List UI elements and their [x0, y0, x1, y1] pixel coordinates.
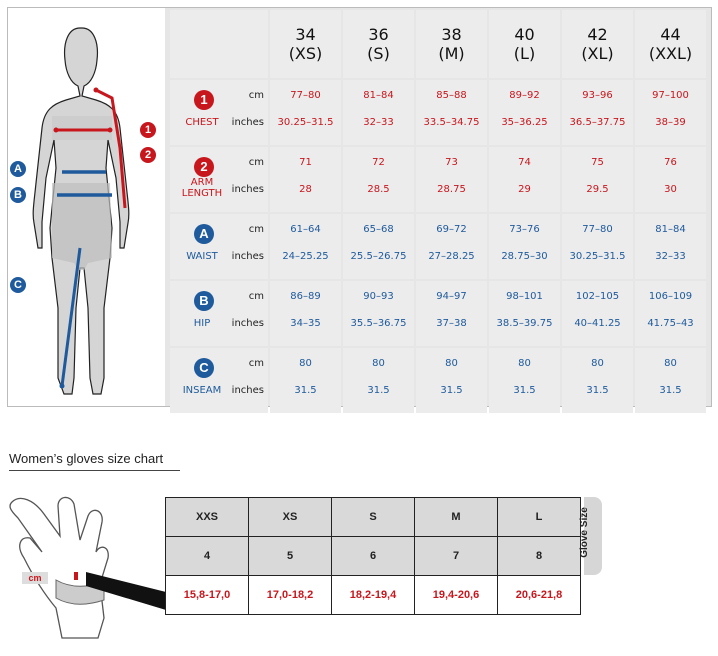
value-cm: 73–76	[509, 224, 540, 235]
value-cm: 80	[518, 358, 531, 369]
value-cm: 77–80	[582, 224, 613, 235]
measurement-value-cell	[270, 348, 341, 413]
measurement-label	[170, 281, 268, 346]
size-header	[416, 10, 487, 78]
measurement-values	[635, 147, 706, 212]
measurement-value-cell	[416, 348, 487, 413]
hand-illustration	[0, 488, 170, 648]
badge-1-icon: 1	[140, 122, 156, 138]
value-cm: 76	[664, 157, 677, 168]
value-inches: 33.5–34.75	[423, 117, 480, 128]
measurement-value-cell	[416, 147, 487, 212]
measurement-values	[489, 214, 560, 279]
value-cm: 97–100	[652, 90, 689, 101]
header-corner	[170, 10, 268, 78]
value-cm: 98–101	[506, 291, 543, 302]
value-cm: 72	[372, 157, 385, 168]
measurement-row	[170, 214, 706, 279]
measurement-value-cell	[343, 147, 414, 212]
value-inches: 31.5	[294, 385, 317, 396]
value-inches: 32–33	[363, 117, 394, 128]
measurement-value-cell	[343, 80, 414, 145]
value-inches: 28.75	[437, 184, 466, 195]
value-cm: 74	[518, 157, 531, 168]
measurement-value-cell	[489, 147, 560, 212]
value-cm: 69–72	[436, 224, 467, 235]
measurement-values	[270, 80, 341, 145]
glove-cm-range: 18,2-19,4	[332, 576, 415, 615]
value-cm: 89–92	[509, 90, 540, 101]
measurement-value-cell	[562, 147, 633, 212]
value-cm: 106–109	[648, 291, 693, 302]
measurement-label-cell	[170, 80, 268, 145]
value-cm: 65–68	[363, 224, 394, 235]
value-inches: 34–35	[290, 318, 321, 329]
value-inches: 29.5	[586, 184, 609, 195]
value-inches: 30.25–31.5	[277, 117, 334, 128]
value-cm: 90–93	[363, 291, 394, 302]
measurement-values	[489, 147, 560, 212]
measurement-label	[170, 348, 268, 413]
unit-cm: cm	[248, 90, 264, 101]
measurement-label-cell	[170, 281, 268, 346]
measurement-value-cell	[635, 348, 706, 413]
measurement-label-cell	[170, 348, 268, 413]
size-code: (M)	[438, 44, 465, 63]
measurement-values	[343, 281, 414, 346]
value-inches: 31.5	[659, 385, 682, 396]
unit-inches: inches	[231, 251, 264, 262]
measurement-badge-icon: B	[194, 291, 214, 311]
value-cm: 77–80	[290, 90, 321, 101]
glove-cm-range: 17,0-18,2	[249, 576, 332, 615]
value-inches: 28	[299, 184, 312, 195]
glove-number-size: 5	[249, 537, 332, 576]
unit-cm: cm	[248, 358, 264, 369]
value-inches: 36.5–37.75	[569, 117, 626, 128]
glove-letter-size: XXS	[166, 498, 249, 537]
size-header	[635, 10, 706, 78]
size-header	[343, 10, 414, 78]
glove-letter-size: L	[498, 498, 581, 537]
unit-inches: inches	[231, 184, 264, 195]
measurement-values	[416, 281, 487, 346]
value-inches: 31.5	[513, 385, 536, 396]
measurement-values	[343, 80, 414, 145]
value-inches: 24–25.25	[282, 251, 329, 262]
value-cm: 80	[445, 358, 458, 369]
unit-cm: cm	[248, 224, 264, 235]
measurement-values	[635, 348, 706, 413]
glove-size-side-label: Glove Size	[578, 507, 590, 558]
value-inches: 31.5	[586, 385, 609, 396]
measurement-values	[343, 214, 414, 279]
badge-a-icon: A	[10, 161, 26, 177]
unit-cm: cm	[248, 157, 264, 168]
measurement-value-cell	[343, 281, 414, 346]
measurement-values	[562, 147, 633, 212]
measurement-label-cell	[170, 214, 268, 279]
glove-cm-range: 15,8-17,0	[166, 576, 249, 615]
measurement-row	[170, 80, 706, 145]
body-figure-panel	[8, 8, 165, 406]
measurement-row	[170, 147, 706, 212]
measurement-value-cell	[489, 348, 560, 413]
glove-number-size: 6	[332, 537, 415, 576]
measurement-label-cell	[170, 147, 268, 212]
measurement-values	[270, 348, 341, 413]
measurement-name: CHEST	[185, 117, 219, 128]
glove-letter-row	[166, 498, 581, 537]
measurement-value-cell	[489, 214, 560, 279]
measurement-value-cell	[562, 348, 633, 413]
glove-cm-range: 19,4-20,6	[415, 576, 498, 615]
measurement-values	[562, 348, 633, 413]
body-size-chart	[7, 7, 712, 407]
value-cm: 61–64	[290, 224, 321, 235]
value-cm: 81–84	[363, 90, 394, 101]
measurement-values	[416, 348, 487, 413]
value-inches: 41.75–43	[647, 318, 694, 329]
measurement-values	[270, 281, 341, 346]
glove-cm-row	[166, 576, 581, 615]
measurement-values	[635, 214, 706, 279]
unit-cm: cm	[248, 291, 264, 302]
measurement-badge-icon: A	[194, 224, 214, 244]
measurement-values	[416, 214, 487, 279]
unit-inches: inches	[231, 318, 264, 329]
value-cm: 80	[372, 358, 385, 369]
measurement-value-cell	[489, 281, 560, 346]
measurement-values	[270, 147, 341, 212]
value-cm: 86–89	[290, 291, 321, 302]
value-inches: 40–41.25	[574, 318, 621, 329]
measurement-value-cell	[270, 147, 341, 212]
size-header	[270, 10, 341, 78]
value-cm: 71	[299, 157, 312, 168]
value-cm: 93–96	[582, 90, 613, 101]
measurement-values	[270, 214, 341, 279]
measurement-value-cell	[343, 348, 414, 413]
measurement-value-cell	[635, 147, 706, 212]
unit-inches: inches	[231, 385, 264, 396]
unit-inches: inches	[231, 117, 264, 128]
measurement-value-cell	[270, 80, 341, 145]
glove-number-size: 8	[498, 537, 581, 576]
value-inches: 29	[518, 184, 531, 195]
measurement-values	[635, 281, 706, 346]
measurement-values	[562, 281, 633, 346]
cm-tag: cm	[28, 573, 42, 583]
measurement-value-cell	[270, 281, 341, 346]
measurement-value-cell	[635, 214, 706, 279]
value-inches: 38.5–39.75	[496, 318, 553, 329]
measurement-values	[635, 80, 706, 145]
measurement-value-cell	[489, 80, 560, 145]
value-inches: 37–38	[436, 318, 467, 329]
badge-c-icon: C	[10, 277, 26, 293]
measurement-label	[170, 214, 268, 279]
value-inches: 32–33	[655, 251, 686, 262]
size-number: 42	[587, 25, 608, 44]
glove-number-size: 7	[415, 537, 498, 576]
value-inches: 35–36.25	[501, 117, 548, 128]
badge-2-icon: 2	[140, 147, 156, 163]
size-number: 44	[660, 25, 681, 44]
size-code: (XL)	[581, 44, 614, 63]
size-code: (XXL)	[648, 44, 693, 63]
measurement-values	[343, 348, 414, 413]
measurement-values	[416, 147, 487, 212]
measurement-values	[416, 80, 487, 145]
glove-letter-size: S	[332, 498, 415, 537]
measurement-values	[489, 348, 560, 413]
measurement-value-cell	[416, 80, 487, 145]
value-cm: 85–88	[436, 90, 467, 101]
size-number: 40	[514, 25, 535, 44]
glove-size-side-tab	[578, 497, 602, 575]
measurement-value-cell	[416, 214, 487, 279]
measurement-value-cell	[343, 214, 414, 279]
measurement-values	[562, 214, 633, 279]
value-inches: 30.25–31.5	[569, 251, 626, 262]
value-inches: 38–39	[655, 117, 686, 128]
value-inches: 28.75–30	[501, 251, 548, 262]
value-cm: 80	[664, 358, 677, 369]
measurement-badge-icon: 2	[194, 157, 214, 177]
measurement-name: HIP	[193, 318, 211, 329]
value-cm: 81–84	[655, 224, 686, 235]
value-inches: 28.5	[367, 184, 390, 195]
value-inches: 30	[664, 184, 677, 195]
value-inches: 31.5	[367, 385, 390, 396]
gloves-title: Women’s gloves size chart	[9, 451, 180, 471]
measurement-name: WAIST	[186, 251, 218, 262]
measurement-label	[170, 147, 268, 212]
glove-number-row	[166, 537, 581, 576]
measurement-value-cell	[416, 281, 487, 346]
size-number: 34	[295, 25, 316, 44]
measurement-values	[562, 80, 633, 145]
measurement-values	[343, 147, 414, 212]
measurement-badge-icon: C	[194, 358, 214, 378]
value-cm: 102–105	[575, 291, 620, 302]
value-cm: 80	[299, 358, 312, 369]
measurement-value-cell	[562, 214, 633, 279]
measurement-value-cell	[635, 80, 706, 145]
value-inches: 27–28.25	[428, 251, 475, 262]
measurement-row	[170, 348, 706, 413]
value-cm: 94–97	[436, 291, 467, 302]
size-code: (L)	[513, 44, 536, 63]
size-table	[168, 8, 708, 415]
value-cm: 80	[591, 358, 604, 369]
glove-letter-size: XS	[249, 498, 332, 537]
measurement-label	[170, 80, 268, 145]
measurement-name: ARM LENGTH	[181, 177, 223, 199]
size-code: (XS)	[288, 44, 323, 63]
value-inches: 35.5–36.75	[350, 318, 407, 329]
badge-b-icon: B	[10, 187, 26, 203]
measurement-value-cell	[562, 281, 633, 346]
measurement-values	[489, 281, 560, 346]
body-figure-illustration	[8, 8, 165, 406]
value-cm: 73	[445, 157, 458, 168]
glove-cm-range: 20,6-21,8	[498, 576, 581, 615]
measurement-row	[170, 281, 706, 346]
measurement-value-cell	[270, 214, 341, 279]
size-code: (S)	[367, 44, 390, 63]
size-header	[562, 10, 633, 78]
value-inches: 25.5–26.75	[350, 251, 407, 262]
measurement-badge-icon: 1	[194, 90, 214, 110]
measurement-value-cell	[562, 80, 633, 145]
glove-letter-size: M	[415, 498, 498, 537]
glove-number-size: 4	[166, 537, 249, 576]
size-number: 36	[368, 25, 389, 44]
size-header-row	[170, 10, 706, 78]
measurement-values	[489, 80, 560, 145]
value-cm: 75	[591, 157, 604, 168]
measurement-name: INSEAM	[182, 385, 222, 396]
glove-size-table	[165, 497, 581, 615]
size-header	[489, 10, 560, 78]
measurement-value-cell	[635, 281, 706, 346]
size-number: 38	[441, 25, 462, 44]
value-inches: 31.5	[440, 385, 463, 396]
